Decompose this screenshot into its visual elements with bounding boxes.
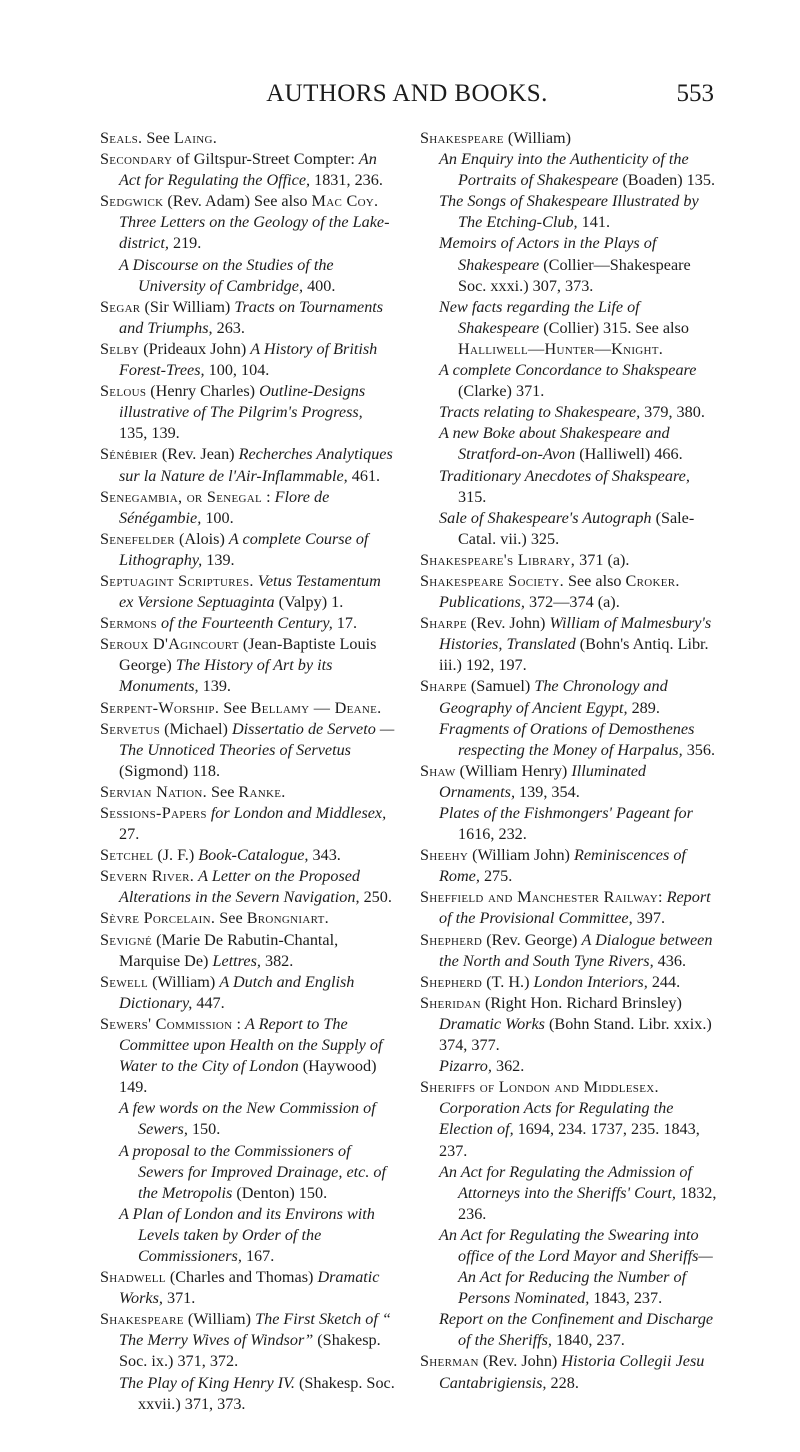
entry-heading: Sèvre Porcelain. <box>100 909 216 928</box>
entry-title: An Act for Regulating the Admission of Attorneys into the Sheriffs' Court, <box>439 1162 692 1202</box>
entry-title: Report of the Provisional Committee, <box>439 888 711 928</box>
entry-title: Dissertatio de Serveto — The Unnoticed Theories of Servetus <box>119 719 395 759</box>
entry-heading: Sedgwick <box>100 192 164 211</box>
entry-title: The Play of King Henry IV. <box>119 1373 295 1392</box>
entry-text: (Haywood) 149. <box>119 1057 377 1097</box>
entry-text: (Henry Charles) <box>146 382 260 401</box>
entry-title: The Songs of Shakespeare Illustrated by The Etching-Club, <box>439 192 699 232</box>
entry-text: 150. <box>187 1120 221 1139</box>
index-entry <box>100 381 395 444</box>
entry-text: of Giltspur-Street Compter: <box>172 150 359 169</box>
entry-text: 244. <box>647 972 681 991</box>
index-entry <box>100 571 395 613</box>
index-entry <box>420 993 720 1056</box>
entry-text: 17. <box>332 614 358 633</box>
entry-title: Illuminated Ornaments, <box>439 761 647 801</box>
right-column <box>420 128 720 1394</box>
index-entry <box>100 529 395 571</box>
entry-text: (William Henry) <box>455 761 572 780</box>
entry-text: 228. <box>546 1373 579 1392</box>
entry-heading: Shaw <box>420 761 456 780</box>
entry-text: (Bohn's Antiq. Libr. iii.) 192, 197. <box>439 635 709 675</box>
entry-text: 382. <box>260 951 294 970</box>
entry-heading: Shepherd <box>420 930 483 949</box>
page-number: 553 <box>676 80 714 107</box>
entry-title: A Letter on the Proposed Alterations in the Severn Navigation, <box>119 867 361 907</box>
entry-text: 400. <box>303 276 336 295</box>
entry-heading: Bellamy — Deane. <box>250 698 382 717</box>
index-entry <box>100 444 395 486</box>
entry-title: A few words on the New Commission of Sewers, <box>119 1099 376 1139</box>
entry-title: The Chronology and Geography of Ancient Egypt, <box>439 677 668 717</box>
entry-text: (Collier) 315. See also <box>539 318 689 337</box>
index-entry <box>420 571 720 613</box>
entry-heading: Selous <box>100 382 147 401</box>
index-subentry <box>119 255 395 297</box>
entry-heading: Setchel <box>100 846 154 865</box>
index-entry <box>100 634 395 697</box>
entry-heading: Sewell <box>100 972 149 991</box>
entry-text: (Halliwell) 466. <box>575 445 683 464</box>
entry-title: A Dutch and English Dictionary, <box>119 972 355 1012</box>
entry-text: (Denton) 150. <box>232 1183 328 1202</box>
entry-title: Report on the Confinement and Discharge of the Sheriffs, <box>439 1310 714 1350</box>
entry-text: 263. <box>212 318 245 337</box>
entry-text: (Charles and Thomas) <box>165 1268 318 1287</box>
entry-title: Dramatic Works <box>439 1014 545 1033</box>
entry-text: 1840, 237. <box>551 1331 625 1350</box>
index-subentry <box>439 360 720 402</box>
index-entry <box>100 191 395 254</box>
entry-title: Fragments of Orations of Demosthenes respecting the Money of Harpalus, <box>439 719 695 759</box>
entry-heading: Croker. <box>625 571 680 590</box>
index-entry <box>100 719 395 782</box>
entry-text: (Rev. John) <box>478 1352 562 1371</box>
index-entry <box>100 908 395 929</box>
entry-text: See also <box>563 571 626 590</box>
entry-text: 372—374 (a). <box>524 593 620 612</box>
entry-text: See <box>206 782 239 801</box>
entry-title: Flore de Sénégambie, <box>119 487 330 527</box>
entry-heading: Sessions-Papers <box>100 804 207 822</box>
entry-text: 1616, 232. <box>458 825 527 844</box>
entry-heading: Shakespeare <box>420 129 504 147</box>
entry-text: (William) <box>183 1310 256 1329</box>
index-entry <box>100 698 395 719</box>
index-entry <box>420 887 720 929</box>
index-subentry <box>439 191 720 233</box>
index-entry <box>100 782 395 803</box>
entry-heading: Sheridan <box>420 993 481 1012</box>
index-entry <box>100 930 395 972</box>
entry-text: (Sir William) <box>140 297 235 316</box>
entry-text: 461. <box>347 466 381 485</box>
index-subentry <box>439 402 720 423</box>
entry-title: Recherches Analytiques sur la Nature de l'Air-Inflammable, <box>119 445 393 485</box>
entry-text: (Rev. George) <box>482 930 582 949</box>
entry-heading: Sewers' Commission <box>100 1014 233 1033</box>
entry-text: See <box>219 698 251 717</box>
entry-text: 139. <box>202 550 235 569</box>
entry-title: A Discourse on the Studies of the University of Cambridge, <box>119 255 334 295</box>
entry-text: 356. <box>682 740 716 759</box>
index-entry <box>100 487 395 529</box>
entry-text: 100. <box>201 508 234 527</box>
index-entry <box>420 128 720 149</box>
entry-title: Three Letters on the Geology of the Lake-district, <box>119 213 390 253</box>
entry-title: Tracts on Tournaments and Triumphs, <box>119 297 384 337</box>
entry-heading: Seroux D'Agincourt <box>100 635 239 654</box>
index-entry <box>100 803 395 845</box>
entry-title: The First Sketch of “ The Merry Wives of Windsor” <box>119 1310 391 1350</box>
entry-text: (Jean-Baptiste Louis George) <box>119 635 377 675</box>
entry-text: (Sale-Catal. vii.) 325. <box>458 508 695 548</box>
entry-heading: Shakespeare Society. <box>420 571 564 590</box>
entry-title: An Act for Regulating the Office, <box>119 150 377 190</box>
entry-text: 289. <box>627 698 660 717</box>
index-subentry <box>439 508 720 550</box>
entry-text: 1831, 236. <box>310 171 383 190</box>
entry-heading: Sénébier <box>100 445 158 464</box>
entry-heading: Sheffield and Manchester Railway <box>420 888 659 907</box>
index-entry <box>420 930 720 972</box>
entry-text: (Valpy) 1. <box>274 593 344 612</box>
entry-text: 219. <box>168 234 202 253</box>
entry-text: 379, 380. <box>640 403 705 422</box>
index-subentry <box>119 1141 395 1204</box>
index-entry <box>420 845 720 887</box>
running-title: AUTHORS AND BOOKS. <box>266 80 548 107</box>
entry-heading: Servian Nation. <box>100 782 207 801</box>
entry-text: 315. <box>458 487 487 506</box>
entry-heading: Senegambia, or Senegal <box>100 487 263 506</box>
entry-heading: Secondary <box>100 150 173 169</box>
entry-text: 1843, 237. <box>589 1289 663 1308</box>
entry-title: Outline-Designs illustrative of The Pilgrim's Progress, <box>119 382 366 422</box>
entry-title: A proposal to the Commissioners of Sewers for Improved Drainage, etc. of the Metropolis <box>119 1141 387 1202</box>
entry-text: 1832, 236. <box>458 1183 717 1223</box>
entry-text: (Prideaux John) <box>139 339 251 358</box>
entry-text: 100, 104. <box>204 361 270 380</box>
entry-title: A History of British Forest-Trees, <box>119 339 378 380</box>
entry-text: (Bohn Stand. Libr. xxix.) 374, 377. <box>439 1014 712 1055</box>
entry-heading: Shadwell <box>100 1268 166 1287</box>
entry-title: Corporation Acts for Regulating the Election of, <box>439 1099 674 1139</box>
entry-heading: Servetus <box>100 719 161 738</box>
entry-title: Lettres, <box>212 951 261 970</box>
entry-title: Vetus Testamentum ex Versione Septuaginta <box>119 571 381 612</box>
entry-heading: Septuagint Scriptures. <box>100 571 254 590</box>
entry-title: of the Fourteenth Century, <box>161 614 333 633</box>
entry-heading: Seals. <box>100 129 143 147</box>
entry-text: (J. F.) <box>153 846 199 865</box>
entry-text: See <box>215 909 247 928</box>
entry-text: 167. <box>241 1246 275 1265</box>
entry-text: 436. <box>653 951 686 970</box>
entry-text: (William John) <box>468 846 574 865</box>
index-entry <box>420 550 720 571</box>
index-subentry <box>119 1204 395 1267</box>
entry-text: (Boaden) 135. <box>618 171 716 190</box>
entry-text: 362. <box>491 1057 525 1076</box>
entry-text: : <box>262 487 275 506</box>
entry-title: Book-Catalogue, <box>198 846 309 865</box>
entry-text: 275. <box>479 867 513 886</box>
index-entry <box>100 297 395 339</box>
entry-text: (Rev. Adam) See also <box>163 192 312 211</box>
entry-title: A complete Course of Lithography, <box>119 529 369 569</box>
entry-heading: Shepherd <box>420 972 483 991</box>
entry-text: 1694, 234. 1737, 235. 1843, 237. <box>439 1120 700 1160</box>
entry-heading: Sevigné <box>100 930 153 949</box>
entry-text: (William) <box>503 129 572 147</box>
entry-title: William of Malmesbury's Histories, Translated <box>439 614 712 654</box>
entry-title: for London and Middlesex, <box>210 804 387 822</box>
entry-title: New facts regarding the Life of Shakespeare <box>439 297 640 337</box>
entry-text: 135, 139. <box>119 424 180 443</box>
entry-text: 397. <box>632 909 666 928</box>
entry-title: Tracts relating to Shakespeare, <box>439 403 641 422</box>
entry-heading: Sheriffs of London and Middlesex. <box>420 1078 659 1097</box>
entry-title: A complete Concordance to Shakspeare <box>439 361 697 380</box>
entry-text: See <box>142 129 174 147</box>
index-subentry <box>439 423 720 465</box>
entry-heading: Brongniart. <box>246 909 329 928</box>
entry-heading: Laing. <box>173 129 218 147</box>
entry-title: London Interiors, <box>533 972 648 991</box>
entry-text: (Shakesp. Soc. xxvii.) 371, 373. <box>138 1373 395 1413</box>
entry-text: (T. H.) <box>482 972 534 991</box>
index-entry <box>100 339 395 381</box>
entry-text: (Samuel) <box>466 677 535 696</box>
index-subentry <box>439 233 720 296</box>
index-entry <box>100 613 395 634</box>
entry-text: (Collier—Shakespeare Soc. xxxi.) 307, 373. <box>458 255 691 295</box>
index-entry <box>100 1267 395 1309</box>
index-entry <box>420 1077 720 1161</box>
entry-heading: Sermons <box>100 614 157 633</box>
entry-text: 371 (a). <box>575 550 630 569</box>
entry-title: Memoirs of Actors in the Plays of Shakespeare <box>439 234 657 274</box>
index-entry <box>100 149 395 191</box>
entry-title: Sale of Shakespeare's Autograph <box>439 508 652 527</box>
index-subentry <box>439 466 720 508</box>
index-subentry <box>439 1056 720 1077</box>
entry-title: Pizarro, <box>439 1057 492 1076</box>
entry-heading: Serpent-Worship. <box>100 698 220 717</box>
entry-text: (Michael) <box>160 719 232 738</box>
index-entry <box>100 1309 395 1372</box>
entry-text: (William) <box>148 972 220 991</box>
entry-title: A Report to The Committee upon Health on the Supply of Water to the City of London <box>119 1014 383 1076</box>
entry-heading: Sherman <box>420 1352 479 1371</box>
entry-text: (Right Hon. Richard Brinsley) <box>480 993 682 1012</box>
entry-text: 27. <box>119 825 140 844</box>
entry-heading: Severn River. <box>100 867 195 886</box>
entry-heading: Shakespeare <box>100 1310 184 1329</box>
page-header <box>100 80 714 110</box>
index-entry <box>100 1014 395 1098</box>
entry-text: 343. <box>308 846 341 865</box>
entry-text: 371. <box>162 1289 196 1308</box>
entry-text: : <box>232 1014 245 1033</box>
entry-text: : <box>658 888 667 907</box>
index-entry <box>100 866 395 908</box>
index-subentry <box>119 1098 395 1140</box>
entry-text: 141. <box>577 213 610 232</box>
entry-heading: Sharpe <box>420 677 467 696</box>
entry-title: Traditionary Anecdotes of Shakspeare, <box>439 466 690 485</box>
entry-text: (Shakesp. Soc. ix.) 371, 372. <box>119 1331 381 1371</box>
entry-text: (Alois) <box>174 529 229 548</box>
entry-title: Plates of the Fishmongers' Pageant for <box>439 804 693 822</box>
entry-text: 139. <box>198 677 231 696</box>
index-entry <box>420 972 720 993</box>
index-subentry <box>439 149 720 191</box>
index-subentry <box>439 297 720 360</box>
entry-title: An Act for Regulating the Swearing into office of the Lord Mayor and Sheriffs—An Act for Reducing the Number of Persons Nominated, <box>439 1225 713 1308</box>
index-entry <box>100 972 395 1014</box>
index-entry <box>420 761 720 803</box>
entry-title: A Plan of London and its Environs with Levels taken by Order of the Commissioners, <box>119 1204 375 1265</box>
index-subentry <box>439 719 720 761</box>
entry-text: (Marie De Rabutin-Chantal, Marquise De) <box>119 930 339 970</box>
entry-title: Publications, <box>439 593 525 612</box>
index-subentry <box>439 1225 720 1309</box>
entry-heading: Segar <box>100 297 141 316</box>
entry-heading: Selby <box>100 339 140 358</box>
index-entry <box>100 128 395 149</box>
index-entry <box>420 676 720 718</box>
entry-text: (Clarke) 371. <box>458 382 545 401</box>
entry-heading: Senefelder <box>100 529 175 548</box>
entry-text: (Rev. Jean) <box>157 445 239 464</box>
index-subentry <box>439 1309 720 1351</box>
index-subentry <box>439 1162 720 1225</box>
entry-text: 447. <box>192 993 225 1012</box>
entry-heading: Shakespeare's Library, <box>420 550 576 569</box>
entry-title: Dramatic Works, <box>119 1268 380 1308</box>
entry-text: 250. <box>359 888 392 907</box>
entry-title: An Enquiry into the Authenticity of the Portraits of Shakespeare <box>439 150 689 190</box>
index-entry <box>420 613 720 676</box>
entry-title: Historia Collegii Jesu Cantabrigiensis, <box>439 1352 705 1392</box>
entry-heading: Mac Coy. <box>311 192 379 211</box>
entry-title: A Dialogue between the North and South Tyne Rivers, <box>439 930 713 970</box>
entry-title: The History of Art by its Monuments, <box>119 656 333 696</box>
entry-title: A new Boke about Shakespeare and Stratford-on-Avon <box>439 424 670 464</box>
index-entry <box>420 1351 720 1393</box>
entry-title: Reminiscences of Rome, <box>439 846 686 886</box>
entry-text: (Rev. John) <box>466 614 550 633</box>
entry-heading: Sheehy <box>420 846 469 865</box>
entry-heading: Ranke. <box>238 782 286 801</box>
entry-heading: Sharpe <box>420 614 467 633</box>
index-subentry <box>439 803 720 845</box>
index-subentry <box>119 1373 395 1415</box>
entry-text: 139, 354. <box>515 782 580 801</box>
index-entry <box>100 845 395 866</box>
entry-text: (Sigmond) 118. <box>119 761 221 780</box>
entry-heading: Halliwell—Hunter—Knight. <box>458 339 664 358</box>
left-column <box>100 128 395 1415</box>
